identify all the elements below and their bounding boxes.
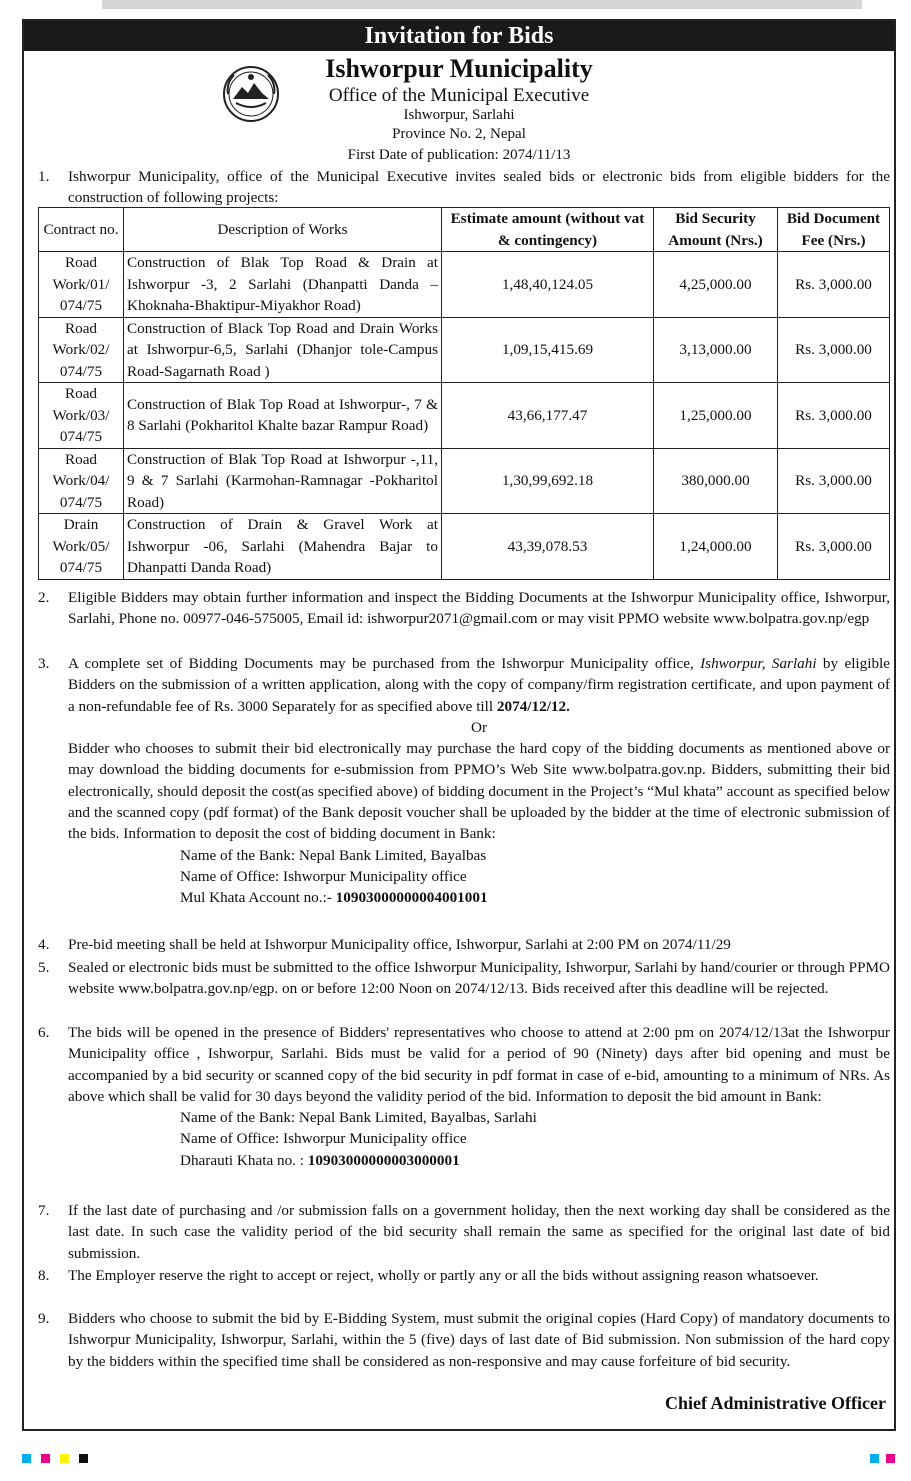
work-description: Construction of Blak Top Road & Drain at Ishworpur -3, 2 Sarlahi (Dhanpatti Danda – Khoknaha-Bhaktipur-Miyakhor Road) [124, 252, 442, 318]
contract-no: Road Work/03/ 074/75 [39, 383, 124, 449]
document-fee: Rs. 3,000.00 [778, 448, 890, 514]
document-fee: Rs. 3,000.00 [778, 383, 890, 449]
clause-1 [38, 166, 890, 209]
work-description: Construction of Drain & Gravel Work at Ishworpur -06, Sarlahi (Mahendra Bajar to Dhanpatti Danda Road) [124, 514, 442, 580]
clause-2 [38, 587, 890, 630]
or-separator: Or [470, 718, 488, 736]
account-label: Dharauti Khata no. : [180, 1151, 304, 1169]
office-name-line: Name of Office: Ishworpur Municipality office [180, 867, 467, 885]
bid-security: 4,25,000.00 [654, 252, 778, 318]
estimate-amount: 1,48,40,124.05 [442, 252, 654, 318]
notice-banner: Invitation for Bids [24, 21, 894, 51]
clause-8 [38, 1265, 890, 1286]
clause-text [68, 1022, 890, 1171]
yellow-swatch [60, 1454, 69, 1463]
header-contract: Contract no. [39, 208, 124, 252]
clause-text: Eligible Bidders may obtain further information and inspect the Bidding Documents at the Ishworpur Municipality office, Ishworpur, Sarlahi, Phone no. 00977-046-575005, Email id: ishworpur2071@gmail.com or may visit PPMO website www.bolpatra.gov.np/egp [68, 589, 890, 628]
clause-3 [38, 653, 890, 909]
clause-text: Sealed or electronic bids must be submitted to the office Ishworpur Municipality, Ishworpur, Sarlahi by hand/courier or through PPMO website www.bolpatra.gov.np/egp. on or before 12:00 Noon on 2074/12/13. Bids received after this deadline will be rejected. [68, 959, 890, 998]
work-description: Construction of Blak Top Road at Ishworpur-, 7 & 8 Sarlahi (Pokharitol Khalte bazar Rampur Road) [124, 383, 442, 449]
bid-security: 1,24,000.00 [654, 514, 778, 580]
clause-5 [38, 957, 890, 1000]
notice-frame [22, 19, 896, 1431]
clause-3-part-a: A complete set of Bidding Documents may be purchased from the Ishworpur Municipality office, [68, 655, 694, 672]
clause-number: 4. [38, 936, 50, 953]
black-swatch [79, 1454, 88, 1463]
organization-name: Ishworpur Municipality [325, 54, 593, 83]
work-description: Construction of Blak Top Road at Ishworpur -,11, 9 & 7 Sarlahi (Karmohan-Ramnagar -Pokharitol Road) [124, 448, 442, 514]
header-description: Description of Works [124, 208, 442, 252]
clause-4 [38, 934, 890, 955]
header-security: Bid Security Amount (Nrs.) [654, 208, 778, 252]
clause-number: 8. [38, 1267, 50, 1284]
estimate-amount: 43,66,177.47 [442, 383, 654, 449]
document-fee: Rs. 3,000.00 [778, 252, 890, 318]
clause-number: 9. [38, 1310, 50, 1327]
bid-security: 380,000.00 [654, 448, 778, 514]
account-number: 10903000000003000001 [307, 1151, 460, 1169]
account-number: 10903000000004001001 [335, 889, 488, 907]
mul-khata-line [180, 887, 890, 908]
province: Province No. 2, Nepal [392, 126, 526, 142]
registration-bar [102, 0, 862, 9]
clause-text [68, 653, 890, 909]
clause-text: Bidders who choose to submit the bid by E-Bidding System, must submit the original copies (Hard Copy) of mandatory documents to Ishworpur Municipality, Ishworpur, Sarlahi, within the 5 (five) days of last date of Bid submission. Non submission of the hard copy by the bidders within the specified time shall be considered as non-responsive and may cause forfeiture of bid security. [68, 1310, 890, 1370]
bank-name: Name of the Bank: Nepal Bank Limited, Bayalbas, Sarlahi [180, 1109, 537, 1127]
document-fee: Rs. 3,000.00 [778, 317, 890, 383]
clause-number: 5. [38, 959, 50, 976]
account-label: Mul Khata Account no.:- [180, 889, 332, 907]
clause-text: If the last date of purchasing and /or submission falls on a government holiday, then the next working day shall be considered as the last date. In such case the validity period of the bid security shall remain the same as specified for the original last date of bid submission. [68, 1202, 890, 1262]
clause-3-part-b: by eligible Bidders on the submission of a written application, along with the copy of company/firm registration certificate, and upon payment of a non-refundable fee of Rs. 3000 Separately for as specified above till [68, 655, 890, 715]
table-header-row [39, 208, 890, 252]
bank-name: Name of the Bank: Nepal Bank Limited, Bayalbas [180, 846, 487, 864]
header-fee: Bid Document Fee (Nrs.) [778, 208, 890, 252]
bid-security: 3,13,000.00 [654, 317, 778, 383]
office-address: Ishworpur, Sarlahi [403, 107, 515, 123]
table-row [39, 317, 890, 383]
purchase-deadline: 2074/12/12. [496, 697, 570, 715]
table-row [39, 252, 890, 318]
projects-table [38, 207, 890, 580]
table-row [39, 514, 890, 580]
magenta-swatch [41, 1454, 50, 1463]
clause-9 [38, 1308, 890, 1372]
clause-number: 2. [38, 589, 50, 606]
office-name-line: Name of Office: Ishworpur Municipality office [180, 1130, 467, 1148]
clause-text: The Employer reserve the right to accept or reject, wholly or partly any or all the bids without assigning reason whatsoever. [68, 1267, 819, 1284]
clause-number: 7. [38, 1202, 50, 1219]
clause-number: 1. [38, 168, 50, 185]
table-row [39, 448, 890, 514]
office-name: Office of the Municipal Executive [328, 85, 590, 106]
cyan-swatch [22, 1454, 31, 1463]
dharauti-khata-line [180, 1150, 890, 1171]
contract-no: Road Work/01/ 074/75 [39, 252, 124, 318]
clause-number: 6. [38, 1024, 50, 1041]
clause-number: 3. [38, 655, 50, 672]
document-fee: Rs. 3,000.00 [778, 514, 890, 580]
clause-7 [38, 1200, 890, 1264]
publication-date: First Date of publication: 2074/11/13 [347, 147, 571, 163]
table-row [39, 383, 890, 449]
contract-no: Road Work/04/ 074/75 [39, 448, 124, 514]
clause-text: Ishworpur Municipality, office of the Municipal Executive invites sealed bids or electronic bids from eligible bidders for the construction of following projects: [68, 168, 890, 207]
bid-security: 1,25,000.00 [654, 383, 778, 449]
clause-6-body: The bids will be opened in the presence of Bidders' representatives who choose to attend at 2:00 pm on 2074/12/13at the Ishworpur Municipality office , Ishworpur, Sarlahi. Bids must be valid for a period of 90 (Ninety) days after bid opening and must be accompanied by a bid security or scanned copy of the bid security in pdf format in case of e-bid, amounting to a minimum of NRs. As above which shall be valid for 30 days beyond the validity period of the bid. Information to deposit the bid amount in Bank: [68, 1024, 890, 1105]
clause-3-electronic: Bidder who chooses to submit their bid electronically may purchase the hard copy of the bidding documents as mentioned above or may download the bidding documents for e-submission from PPMO’s Web Site www.bolpatra.gov.np. Bidders, submitting their bid electronically, should deposit the cost(as specified above) of bidding document in the Project’s “Mul khata” account as specified below and the scanned copy (pdf format) of the Bank deposit voucher shall be uploaded by the bidder at the time of electronic submission of the bids. Information to deposit the cost of bidding document in Bank: [68, 740, 890, 843]
estimate-amount: 43,39,078.53 [442, 514, 654, 580]
estimate-amount: 1,09,15,415.69 [442, 317, 654, 383]
clause-6 [38, 1022, 890, 1171]
magenta-swatch-right [886, 1454, 895, 1463]
estimate-amount: 1,30,99,692.18 [442, 448, 654, 514]
cyan-swatch-right [870, 1454, 879, 1463]
header-estimate: Estimate amount (without vat & contingency) [442, 208, 654, 252]
clause-text: Pre-bid meeting shall be held at Ishworpur Municipality office, Ishworpur, Sarlahi at 2:00 PM on 2074/11/29 [68, 936, 731, 953]
clause-3-location: Ishworpur, Sarlahi [700, 655, 817, 672]
contract-no: Drain Work/05/ 074/75 [39, 514, 124, 580]
contract-no: Road Work/02/ 074/75 [39, 317, 124, 383]
signatory-title: Chief Administrative Officer [665, 1393, 886, 1413]
work-description: Construction of Black Top Road and Drain Works at Ishworpur-6,5, Sarlahi (Dhanjor tole-Campus Road-Sagarnath Road ) [124, 317, 442, 383]
